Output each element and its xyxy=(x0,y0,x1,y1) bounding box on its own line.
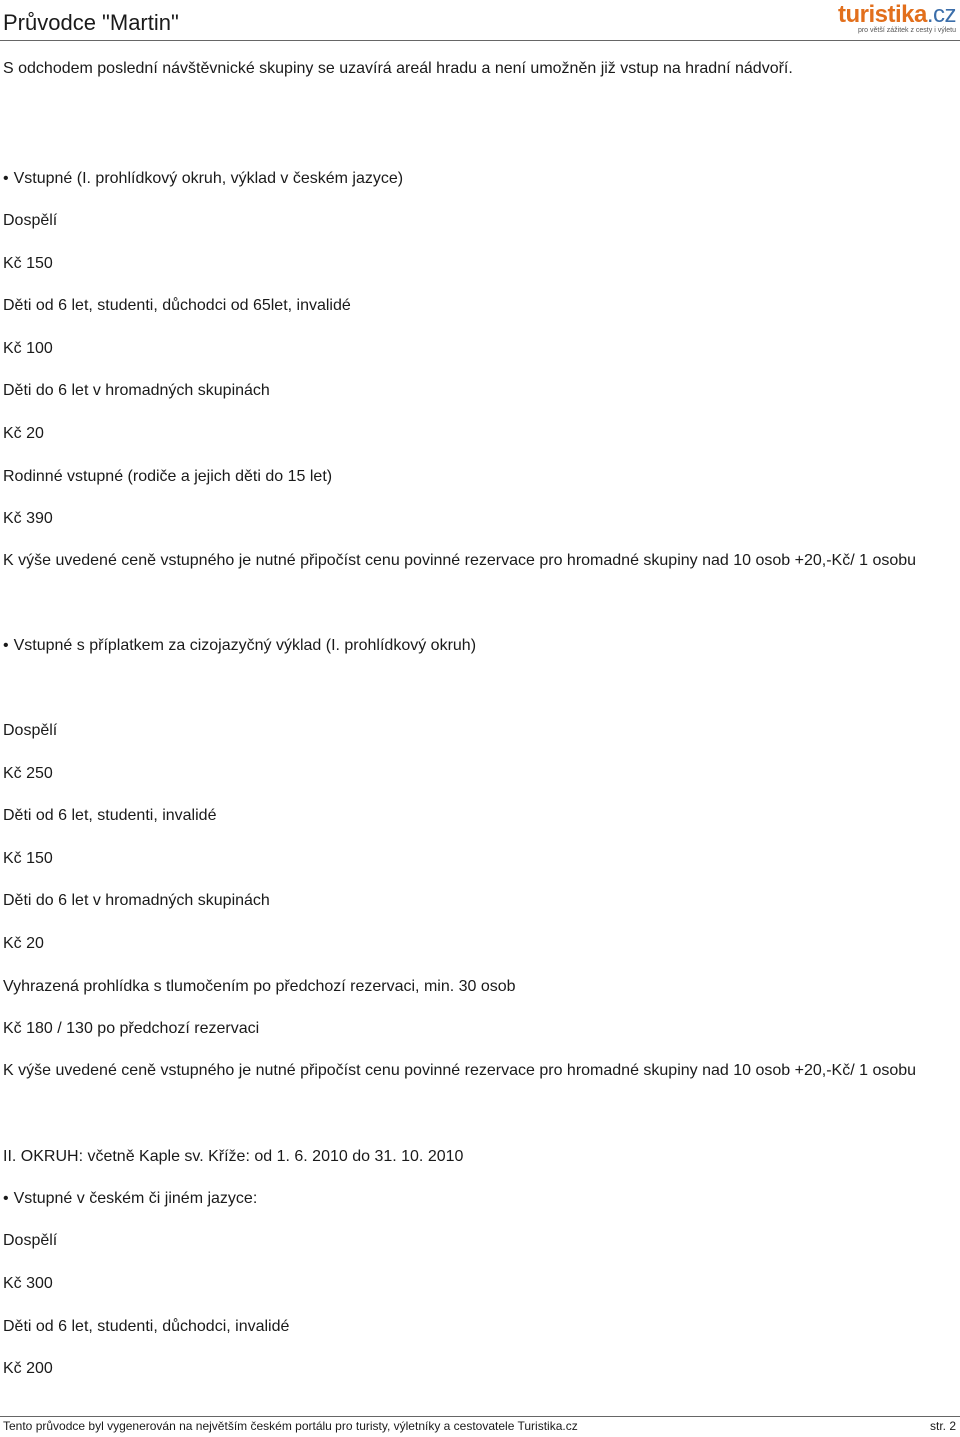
paragraph: Vyhrazená prohlídka s tlumočením po předchozí rezervaci, min. 30 osob xyxy=(3,978,516,995)
paragraph: Děti od 6 let, studenti, invalidé xyxy=(3,807,217,824)
bullet-item: • Vstupné (I. prohlídkový okruh, výklad v českém jazyce) xyxy=(3,168,958,189)
logo-wordmark xyxy=(838,2,956,28)
paragraph: K výše uvedené ceně vstupného je nutné připočíst cenu povinné rezervace pro hromadné skupiny nad 10 osob +20,-Kč/ 1 osobu xyxy=(3,552,917,569)
paragraph: Kč 180 / 130 po předchozí rezervaci xyxy=(3,1020,260,1037)
paragraph: Kč 300 xyxy=(3,1275,53,1292)
bullet-item: • Vstupné v českém či jiném jazyce: xyxy=(3,1188,958,1209)
paragraph: S odchodem poslední návštěvnické skupiny se uzavírá areál hradu a není umožněn již vstup na hradní nádvoří. xyxy=(3,60,793,77)
paragraph: Děti do 6 let v hromadných skupinách xyxy=(3,382,270,399)
page-title: Průvodce "Martin" xyxy=(3,10,179,35)
page-header xyxy=(0,0,960,40)
header-divider xyxy=(0,40,960,41)
turistika-logo[interactable] xyxy=(837,1,956,38)
paragraph: Dospělí xyxy=(3,722,58,739)
paragraph: Děti od 6 let, studenti, důchodci, invalidé xyxy=(3,1318,290,1335)
paragraph: K výše uvedené ceně vstupného je nutné připočíst cenu povinné rezervace pro hromadné skupiny nad 10 osob +20,-Kč/ 1 osobu xyxy=(3,1062,917,1079)
paragraph: Kč 150 xyxy=(3,850,53,867)
logo-main-text: turistika xyxy=(837,1,927,28)
paragraph: Děti do 6 let v hromadných skupinách xyxy=(3,892,270,909)
paragraph: Kč 100 xyxy=(3,340,53,357)
paragraph: Kč 200 xyxy=(3,1360,53,1377)
paragraph: Dospělí xyxy=(3,1232,58,1249)
paragraph: Kč 250 xyxy=(3,765,53,782)
paragraph: Kč 150 xyxy=(3,255,53,272)
paragraph: Dospělí xyxy=(3,212,58,229)
logo-tld-text: .cz xyxy=(926,1,956,28)
paragraph: Rodinné vstupné (rodiče a jejich děti do 15 let) xyxy=(3,468,333,485)
footer-note: Tento průvodce byl vygenerován na největším českém portálu pro turisty, výletníky a cestovatele Turistika.cz xyxy=(3,1419,578,1433)
paragraph: Kč 20 xyxy=(3,425,44,442)
bullet-item: • Vstupné s příplatkem za cizojazyčný výklad (I. prohlídkový okruh) xyxy=(3,635,958,656)
paragraph: II. OKRUH: včetně Kaple sv. Kříže: od 1. 6. 2010 do 31. 10. 2010 xyxy=(3,1148,464,1165)
page-number: str. 2 xyxy=(929,1419,956,1433)
logo-tagline: pro větší zážitek z cesty i výletu xyxy=(857,27,956,34)
paragraph: Děti od 6 let, studenti, důchodci od 65let, invalidé xyxy=(3,297,351,314)
paragraph: Kč 390 xyxy=(3,510,53,527)
page-footer xyxy=(0,1416,960,1437)
paragraph: Kč 20 xyxy=(3,935,44,952)
